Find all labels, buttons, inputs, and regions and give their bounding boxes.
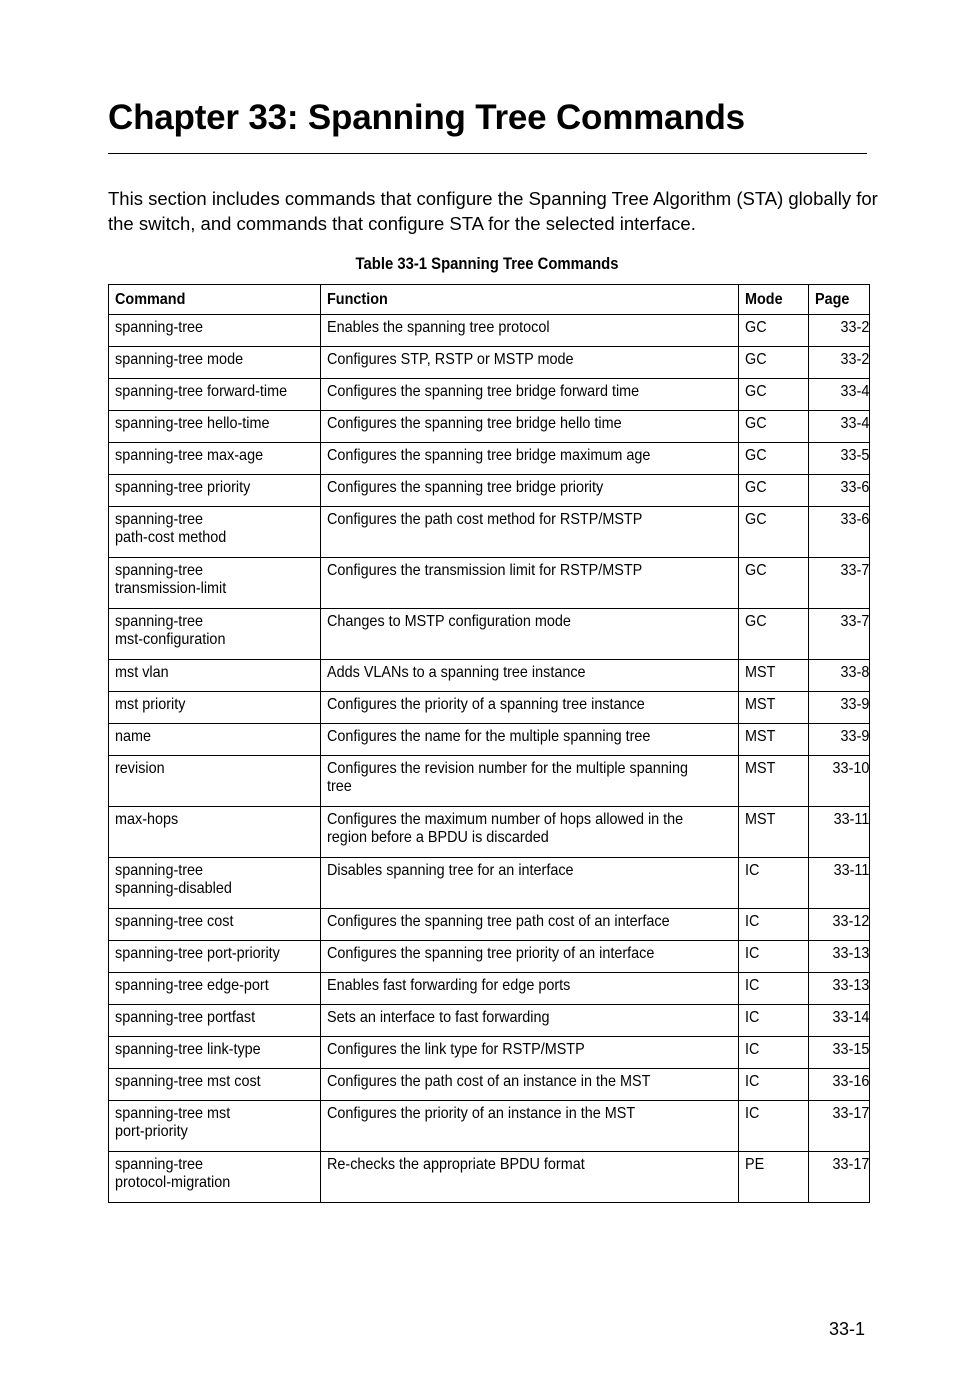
page-text: 33-5: [840, 447, 870, 464]
table-row: [109, 475, 870, 507]
cell-command: [109, 1005, 321, 1037]
mode-text: MST: [745, 760, 776, 777]
mode-text: GC: [745, 415, 767, 432]
page-text: 33-11: [833, 811, 870, 828]
cell-function: [321, 315, 739, 347]
header-mode: Mode: [739, 285, 809, 315]
table-row: [109, 558, 870, 609]
function-text: Configures the priority of an instance in the MST: [327, 1105, 636, 1122]
cell-page: [809, 909, 870, 941]
command-text: spanning-tree spanning-disabled: [115, 862, 232, 897]
function-text: Configures the name for the multiple spanning tree: [327, 728, 651, 745]
table-caption: Table 33-1 Spanning Tree Commands: [355, 255, 619, 273]
header-page: Page: [809, 285, 870, 315]
cell-command: [109, 1069, 321, 1101]
cell-command: [109, 379, 321, 411]
command-text: revision: [115, 760, 165, 777]
command-text: max-hops: [115, 811, 179, 828]
table-row: [109, 443, 870, 475]
command-text: spanning-tree max-age: [115, 447, 264, 464]
mode-text: IC: [745, 977, 760, 994]
cell-function: [321, 609, 739, 660]
function-text: Configures the spanning tree bridge hello time: [327, 415, 622, 432]
function-text: Enables the spanning tree protocol: [327, 319, 550, 336]
cell-page: [809, 692, 870, 724]
cell-page: [809, 973, 870, 1005]
cell-function: [321, 807, 739, 858]
page-text: 33-10: [832, 760, 870, 777]
mode-text: GC: [745, 447, 767, 464]
cell-page: [809, 609, 870, 660]
function-text: Configures the spanning tree path cost of an interface: [327, 913, 670, 930]
page-text: 33-13: [832, 977, 870, 994]
function-text: Configures the revision number for the multiple spanning tree: [327, 760, 688, 795]
cell-mode: [739, 347, 809, 379]
page-text: 33-9: [840, 728, 870, 745]
cell-command: [109, 692, 321, 724]
page-text: 33-6: [840, 511, 870, 528]
cell-mode: [739, 411, 809, 443]
cell-page: [809, 411, 870, 443]
mode-text: PE: [745, 1156, 765, 1173]
command-text: spanning-tree forward-time: [115, 383, 288, 400]
command-text: spanning-tree priority: [115, 479, 251, 496]
cell-mode: [739, 443, 809, 475]
mode-text: GC: [745, 319, 767, 336]
cell-command: [109, 941, 321, 973]
header-function: Function: [321, 285, 739, 315]
command-text: spanning-tree protocol-migration: [115, 1156, 231, 1191]
mode-text: GC: [745, 351, 767, 368]
chapter-title: Chapter 33: Spanning Tree Commands: [108, 98, 745, 137]
cell-page: [809, 379, 870, 411]
command-text: spanning-tree mst cost: [115, 1073, 261, 1090]
page-text: 33-4: [840, 383, 870, 400]
table-row: [109, 724, 870, 756]
page-text: 33-7: [840, 613, 870, 630]
cell-function: [321, 941, 739, 973]
page-number: 33-1: [829, 1319, 866, 1339]
page-text: 33-2: [840, 319, 870, 336]
cell-function: [321, 379, 739, 411]
cell-command: [109, 558, 321, 609]
cell-mode: [739, 1037, 809, 1069]
page-text: 33-17: [832, 1156, 870, 1173]
header-command: Command: [109, 285, 321, 315]
intro-paragraph: This section includes commands that configure the Spanning Tree Algorithm (STA) globally for the switch, and commands that configure STA for the selected interface.: [108, 188, 878, 234]
page-text: 33-17: [832, 1105, 870, 1122]
function-text: Configures the spanning tree priority of an interface: [327, 945, 655, 962]
table-row: [109, 347, 870, 379]
command-text: mst vlan: [115, 664, 169, 681]
cell-mode: [739, 909, 809, 941]
table-row: [109, 692, 870, 724]
cell-function: [321, 973, 739, 1005]
mode-text: GC: [745, 383, 767, 400]
table-row: [109, 1069, 870, 1101]
function-text: Changes to MSTP configuration mode: [327, 613, 571, 630]
cell-mode: [739, 660, 809, 692]
cell-mode: [739, 315, 809, 347]
cell-page: [809, 315, 870, 347]
cell-command: [109, 858, 321, 909]
command-text: spanning-tree mode: [115, 351, 244, 368]
command-text: name: [115, 728, 152, 745]
cell-mode: [739, 1005, 809, 1037]
table-row: [109, 909, 870, 941]
cell-mode: [739, 973, 809, 1005]
function-text: Re-checks the appropriate BPDU format: [327, 1156, 585, 1173]
cell-command: [109, 411, 321, 443]
command-text: spanning-tree transmission-limit: [115, 562, 227, 597]
cell-command: [109, 973, 321, 1005]
mode-text: IC: [745, 945, 760, 962]
cell-function: [321, 411, 739, 443]
mode-text: MST: [745, 811, 776, 828]
cell-command: [109, 807, 321, 858]
mode-text: MST: [745, 664, 776, 681]
cell-page: [809, 756, 870, 807]
cell-function: [321, 1037, 739, 1069]
mode-text: IC: [745, 862, 760, 879]
command-text: spanning-tree hello-time: [115, 415, 270, 432]
command-text: spanning-tree cost: [115, 913, 234, 930]
cell-mode: [739, 1152, 809, 1203]
cell-command: [109, 909, 321, 941]
page-text: 33-8: [840, 664, 870, 681]
table-row: [109, 507, 870, 558]
table-row: [109, 1152, 870, 1203]
table-row: [109, 807, 870, 858]
function-text: Configures the path cost of an instance in the MST: [327, 1073, 651, 1090]
table-row: [109, 756, 870, 807]
cell-page: [809, 507, 870, 558]
cell-function: [321, 558, 739, 609]
cell-command: [109, 475, 321, 507]
function-text: Configures the path cost method for RSTP/MSTP: [327, 511, 643, 528]
cell-command: [109, 1037, 321, 1069]
function-text: Configures the link type for RSTP/MSTP: [327, 1041, 585, 1058]
command-text: spanning-tree port-priority: [115, 945, 280, 962]
cell-command: [109, 756, 321, 807]
page-text: 33-2: [840, 351, 870, 368]
page-text: 33-11: [833, 862, 870, 879]
cell-command: [109, 443, 321, 475]
cell-mode: [739, 1101, 809, 1152]
function-text: Configures the spanning tree bridge forward time: [327, 383, 640, 400]
command-text: spanning-tree path-cost method: [115, 511, 227, 546]
cell-page: [809, 1005, 870, 1037]
cell-function: [321, 507, 739, 558]
cell-mode: [739, 692, 809, 724]
table-row: [109, 1037, 870, 1069]
mode-text: MST: [745, 728, 776, 745]
cell-command: [109, 507, 321, 558]
cell-page: [809, 660, 870, 692]
cell-mode: [739, 1069, 809, 1101]
page-text: 33-7: [840, 562, 870, 579]
cell-command: [109, 724, 321, 756]
table-row: [109, 609, 870, 660]
table-row: [109, 1005, 870, 1037]
page-text: 33-6: [840, 479, 870, 496]
cell-mode: [739, 756, 809, 807]
table-row: [109, 315, 870, 347]
cell-mode: [739, 558, 809, 609]
cell-command: [109, 347, 321, 379]
cell-page: [809, 941, 870, 973]
cell-mode: [739, 609, 809, 660]
page-text: 33-12: [832, 913, 870, 930]
cell-page: [809, 1069, 870, 1101]
cell-function: [321, 1152, 739, 1203]
table-row: [109, 858, 870, 909]
page-text: 33-14: [832, 1009, 870, 1026]
cell-mode: [739, 941, 809, 973]
command-text: mst priority: [115, 696, 186, 713]
mode-text: GC: [745, 613, 767, 630]
cell-command: [109, 1152, 321, 1203]
cell-function: [321, 724, 739, 756]
page-text: 33-9: [840, 696, 870, 713]
table-row: [109, 660, 870, 692]
table-row: [109, 379, 870, 411]
mode-text: GC: [745, 511, 767, 528]
cell-command: [109, 1101, 321, 1152]
command-text: spanning-tree edge-port: [115, 977, 269, 994]
spanning-tree-commands-table: [108, 284, 870, 1203]
cell-function: [321, 756, 739, 807]
mode-text: IC: [745, 1073, 760, 1090]
table-header-row: [109, 285, 870, 315]
table-row: [109, 941, 870, 973]
cell-mode: [739, 475, 809, 507]
mode-text: IC: [745, 1009, 760, 1026]
cell-function: [321, 1069, 739, 1101]
cell-function: [321, 858, 739, 909]
cell-mode: [739, 379, 809, 411]
mode-text: IC: [745, 1041, 760, 1058]
mode-text: IC: [745, 1105, 760, 1122]
function-text: Configures the transmission limit for RSTP/MSTP: [327, 562, 643, 579]
cell-page: [809, 475, 870, 507]
mode-text: GC: [745, 562, 767, 579]
page-text: 33-4: [840, 415, 870, 432]
cell-page: [809, 724, 870, 756]
page-text: 33-15: [832, 1041, 870, 1058]
function-text: Configures the spanning tree bridge maximum age: [327, 447, 651, 464]
cell-mode: [739, 724, 809, 756]
function-text: Configures the maximum number of hops allowed in the region before a BPDU is discarded: [327, 811, 684, 846]
cell-mode: [739, 858, 809, 909]
table-row: [109, 1101, 870, 1152]
cell-function: [321, 475, 739, 507]
function-text: Enables fast forwarding for edge ports: [327, 977, 571, 994]
cell-command: [109, 315, 321, 347]
command-text: spanning-tree portfast: [115, 1009, 256, 1026]
cell-page: [809, 443, 870, 475]
cell-page: [809, 858, 870, 909]
cell-page: [809, 1152, 870, 1203]
function-text: Configures the spanning tree bridge priority: [327, 479, 604, 496]
cell-page: [809, 347, 870, 379]
cell-function: [321, 443, 739, 475]
page-text: 33-16: [832, 1073, 870, 1090]
cell-page: [809, 807, 870, 858]
cell-page: [809, 1101, 870, 1152]
cell-function: [321, 1101, 739, 1152]
cell-function: [321, 909, 739, 941]
cell-mode: [739, 807, 809, 858]
cell-mode: [739, 507, 809, 558]
cell-function: [321, 660, 739, 692]
mode-text: MST: [745, 696, 776, 713]
command-text: spanning-tree: [115, 319, 204, 336]
command-text: spanning-tree mst port-priority: [115, 1105, 231, 1140]
title-divider: [108, 153, 867, 154]
table-row: [109, 411, 870, 443]
mode-text: IC: [745, 913, 760, 930]
mode-text: GC: [745, 479, 767, 496]
function-text: Configures the priority of a spanning tree instance: [327, 696, 645, 713]
page-text: 33-13: [832, 945, 870, 962]
cell-command: [109, 660, 321, 692]
cell-command: [109, 609, 321, 660]
cell-page: [809, 1037, 870, 1069]
function-text: Adds VLANs to a spanning tree instance: [327, 664, 586, 681]
function-text: Configures STP, RSTP or MSTP mode: [327, 351, 574, 368]
cell-function: [321, 692, 739, 724]
command-text: spanning-tree mst-configuration: [115, 613, 226, 648]
cell-page: [809, 558, 870, 609]
function-text: Sets an interface to fast forwarding: [327, 1009, 550, 1026]
command-text: spanning-tree link-type: [115, 1041, 261, 1058]
table-row: [109, 973, 870, 1005]
function-text: Disables spanning tree for an interface: [327, 862, 574, 879]
cell-function: [321, 347, 739, 379]
cell-function: [321, 1005, 739, 1037]
